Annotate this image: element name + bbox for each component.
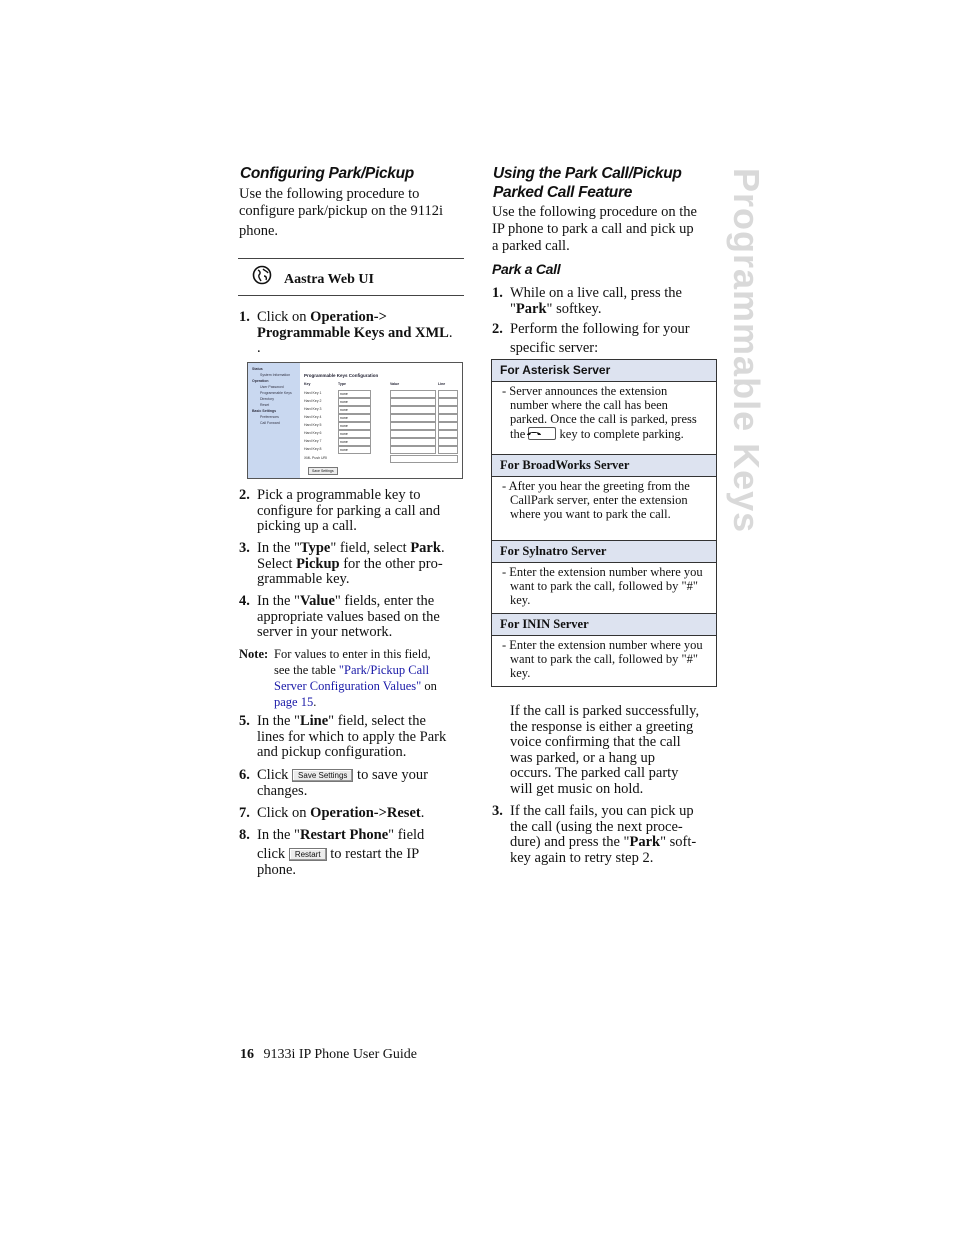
- page-reference-link[interactable]: page 15: [274, 695, 314, 709]
- step-number: 6.: [239, 767, 250, 783]
- step-text: click: [257, 845, 286, 862]
- screenshot-nav-item: Preferences: [260, 415, 279, 419]
- step-text: Perform the following for your: [510, 321, 690, 337]
- left-step-1: [239, 310, 469, 358]
- result-line: was parked, or a hang up: [510, 749, 655, 766]
- screenshot-value-input: [390, 406, 436, 414]
- screenshot-value-input: [390, 390, 436, 398]
- step-text: " soft-: [660, 834, 697, 850]
- step-text: key again to retry step 2.: [510, 849, 654, 866]
- screenshot-value-input: [390, 430, 436, 438]
- step-number: 4.: [239, 593, 250, 609]
- step-text: " fields, enter the: [334, 593, 435, 609]
- webui-label: Aastra Web UI: [284, 272, 374, 287]
- step-text: .: [420, 805, 425, 821]
- footer-title: 9133i IP Phone User Guide: [263, 1047, 417, 1062]
- step-number: 8.: [239, 827, 250, 843]
- server-body-sylnatro: [492, 563, 716, 614]
- screenshot-nav-item: System Information: [260, 373, 291, 377]
- screenshot-line-select: [438, 390, 458, 398]
- option-pickup: Pickup: [296, 555, 340, 572]
- step-text: While on a live call, press the: [510, 285, 682, 301]
- park-softkey: Park: [629, 834, 661, 850]
- screenshot-value-input: [390, 422, 436, 430]
- screenshot-nav: [248, 363, 300, 478]
- screenshot-nav-item: Status: [252, 367, 263, 371]
- screenshot-line-select: [438, 446, 458, 454]
- server-text: - After you hear the greeting from the CallPark server, enter the extension where you want to park the call.: [502, 479, 690, 522]
- programmable-keys-screenshot: [247, 362, 463, 479]
- screenshot-line-select: [438, 438, 458, 446]
- server-header-sylnatro: For Sylnatro Server: [492, 541, 716, 563]
- screenshot-row: [304, 438, 458, 445]
- screenshot-row-label: Hard Key 7: [304, 439, 322, 443]
- menu-path-reset: Operation->Reset: [310, 805, 421, 821]
- step-text: specific server:: [510, 339, 599, 356]
- server-text: - Enter the extension number where you want to park the call, followed by "#" key.: [502, 565, 703, 608]
- step-text: Click: [257, 767, 289, 783]
- note-text: For values to enter in this field,: [274, 647, 431, 661]
- step-text: server in your network.: [257, 624, 393, 640]
- screenshot-line-select: [438, 398, 458, 406]
- step-text: and pickup configuration.: [257, 744, 407, 760]
- screenshot-nav-item: Call Forward: [260, 421, 280, 425]
- server-header-asterisk: For Asterisk Server: [492, 360, 716, 382]
- side-tab-label: Programmable Keys: [726, 168, 767, 534]
- handset-key-icon: [528, 427, 556, 440]
- screenshot-row: [304, 398, 458, 405]
- server-body-asterisk: [492, 382, 716, 455]
- screenshot-row-label: XML Push URI: [304, 456, 328, 460]
- screenshot-title: Programmable Keys Configuration: [304, 373, 379, 378]
- note-label: Note:: [239, 647, 269, 661]
- section-side-tab: [726, 168, 767, 534]
- field-type: Type: [299, 540, 331, 556]
- screenshot-line-select: [438, 430, 458, 438]
- step-number: 1.: [492, 285, 503, 301]
- step-number: 7.: [239, 805, 250, 821]
- step-text: In the ": [257, 593, 300, 609]
- server-table: [491, 359, 717, 687]
- screenshot-value-input: [390, 438, 436, 446]
- page-number: 16: [240, 1047, 254, 1062]
- step-text: In the ": [257, 827, 300, 843]
- step-text: to restart the IP: [330, 845, 420, 862]
- screenshot-nav-item: Directory: [260, 397, 275, 401]
- screenshot-row-label: Hard Key 5: [304, 423, 322, 427]
- screenshot-col-header: Type: [338, 382, 346, 386]
- page-footer: [240, 1047, 417, 1063]
- screenshot-row-label: Hard Key 8: [304, 447, 322, 451]
- result-line: occurs. The parked call party: [510, 765, 679, 781]
- screenshot-row-label: Hard Key 4: [304, 415, 322, 419]
- screenshot-row-label: Hard Key 3: [304, 407, 322, 411]
- screenshot-value-input: [390, 398, 436, 406]
- screenshot-value-input: [390, 414, 436, 422]
- screenshot-row-label: Hard Key 2: [304, 399, 322, 403]
- screenshot-nav-item: Basic Settings: [252, 409, 277, 413]
- screenshot-value-input: [390, 446, 436, 454]
- screenshot-line-select: [438, 414, 458, 422]
- screenshot-save-button: Save Settings: [308, 467, 338, 475]
- server-text: - Enter the extension number where you want to park the call, followed by "#" key.: [502, 638, 703, 681]
- menu-path-operation: Operation->: [310, 309, 387, 325]
- field-line: Line: [299, 713, 329, 729]
- result-line: voice confirming that the call: [510, 734, 681, 750]
- step-number: 2.: [492, 321, 503, 337]
- screenshot-nav-item: Reset: [260, 403, 270, 407]
- step-text: lines for which to apply the Park: [257, 728, 447, 745]
- screenshot-type-select: none: [338, 438, 371, 446]
- step-text: appropriate values based on the: [257, 608, 440, 625]
- park-a-call-heading: Park a Call: [492, 261, 561, 277]
- step-text: changes.: [257, 782, 308, 799]
- step-text: Click on: [257, 805, 311, 821]
- table-reference-link[interactable]: Server Configuration Values": [274, 679, 422, 693]
- result-line: will get music on hold.: [510, 780, 644, 797]
- right-intro-line: a parked call.: [492, 238, 570, 254]
- step-text: phone.: [257, 862, 297, 878]
- note-text: on: [421, 679, 437, 693]
- right-heading-line: Parked Call Feature: [493, 184, 633, 201]
- right-heading: [493, 164, 682, 202]
- step-number: 3.: [492, 803, 503, 819]
- result-line: the response is either a greeting: [510, 718, 694, 735]
- step-text: .: [448, 324, 453, 341]
- right-heading-line: Using the Park Call/Pickup: [493, 165, 682, 182]
- result-line: If the call is parked successfully,: [510, 703, 700, 719]
- server-header-broadworks: For BroadWorks Server: [492, 455, 716, 477]
- screenshot-row: [304, 406, 458, 413]
- field-value: Value: [299, 593, 335, 609]
- screenshot-type-select: none: [338, 406, 371, 414]
- step-text: Select: [257, 555, 297, 572]
- left-heading: Configuring Park/Pickup: [240, 165, 414, 182]
- server-text: - Server announces the extension number where the call has been parked. Once the call is parked, press the: [502, 384, 697, 441]
- screenshot-row: [304, 422, 458, 429]
- step-number: 3.: [239, 540, 250, 556]
- screenshot-row: [304, 446, 458, 453]
- left-intro: [239, 186, 443, 240]
- step-text: " field, select: [330, 540, 411, 556]
- step-text: configure for parking a call and: [257, 502, 441, 519]
- step-text: dure) and press the ": [510, 834, 630, 850]
- step-text: " softkey.: [546, 300, 602, 317]
- screenshot-row: [304, 455, 458, 462]
- step-number: 1.: [239, 309, 250, 325]
- restart-button[interactable]: Restart: [289, 848, 327, 861]
- right-intro-line: Use the following procedure on the: [492, 204, 697, 220]
- step-text: " field: [388, 827, 425, 843]
- step-text: If the call fails, you can pick up: [510, 803, 694, 819]
- park-softkey: Park: [515, 300, 547, 317]
- webui-banner: [238, 258, 464, 296]
- right-intro-line: IP phone to park a call and pick up: [492, 221, 694, 237]
- left-intro-line: phone.: [239, 223, 279, 239]
- step-text: " field, select the: [328, 713, 426, 729]
- screenshot-nav-item: Operation: [252, 379, 269, 383]
- step-number: 2.: [239, 487, 250, 503]
- step-text: ": [510, 300, 516, 317]
- screenshot-col-header: Line: [438, 382, 446, 386]
- step-text: the call (using the next proce-: [510, 818, 683, 835]
- screenshot-row: [304, 414, 458, 421]
- server-header-inin: For ININ Server: [492, 614, 716, 636]
- field-restart-phone: Restart Phone: [299, 827, 389, 843]
- step-text: picking up a call.: [257, 518, 357, 534]
- step-text: .: [440, 540, 445, 556]
- server-text: key to complete parking.: [559, 426, 684, 441]
- server-body-inin: [492, 636, 716, 686]
- step-text: to save your: [357, 767, 428, 783]
- step-text: In the ": [257, 540, 300, 556]
- right-intro: [492, 204, 697, 255]
- screenshot-col-header: Key: [304, 382, 311, 386]
- result-paragraph: [510, 704, 699, 797]
- screenshot-type-select: none: [338, 430, 371, 438]
- left-intro-line: Use the following procedure to: [239, 186, 420, 202]
- step-text: .: [257, 340, 261, 356]
- screenshot-type-select: none: [338, 390, 371, 398]
- screenshot-line-select: [438, 406, 458, 414]
- screenshot-type-select: none: [338, 398, 371, 406]
- screenshot-line-select: [438, 422, 458, 430]
- screenshot-value-input: [390, 455, 458, 463]
- step-text: grammable key.: [257, 571, 350, 587]
- screenshot-type-select: none: [338, 446, 371, 454]
- save-settings-button[interactable]: Save Settings: [292, 769, 353, 782]
- step-number: 5.: [239, 713, 250, 729]
- table-reference-link[interactable]: "Park/Pickup Call: [338, 663, 430, 677]
- step-text: Click on: [257, 309, 311, 325]
- screenshot-type-select: none: [338, 414, 371, 422]
- screenshot-row-label: Hard Key 1: [304, 391, 322, 395]
- step-text: Pick a programmable key to: [257, 487, 421, 503]
- step-text: In the ": [257, 713, 300, 729]
- note-text: .: [313, 695, 317, 709]
- menu-path-programmable-keys: Programmable Keys and XML: [257, 324, 449, 341]
- screenshot-type-select: none: [338, 422, 371, 430]
- globe-icon: [252, 265, 272, 285]
- screenshot-nav-item: User Password: [260, 385, 284, 389]
- step-text: for the other pro-: [339, 555, 443, 572]
- screenshot-row: [304, 430, 458, 437]
- server-body-broadworks: [492, 477, 716, 541]
- option-park: Park: [410, 540, 441, 556]
- screenshot-row: [304, 390, 458, 397]
- left-intro-line: configure park/pickup on the 9112i: [239, 203, 444, 219]
- screenshot-row-label: Hard Key 6: [304, 431, 322, 435]
- screenshot-col-header: Value: [390, 382, 400, 386]
- screenshot-nav-item: Programmable Keys: [260, 391, 292, 395]
- note-text: see the table: [274, 663, 339, 677]
